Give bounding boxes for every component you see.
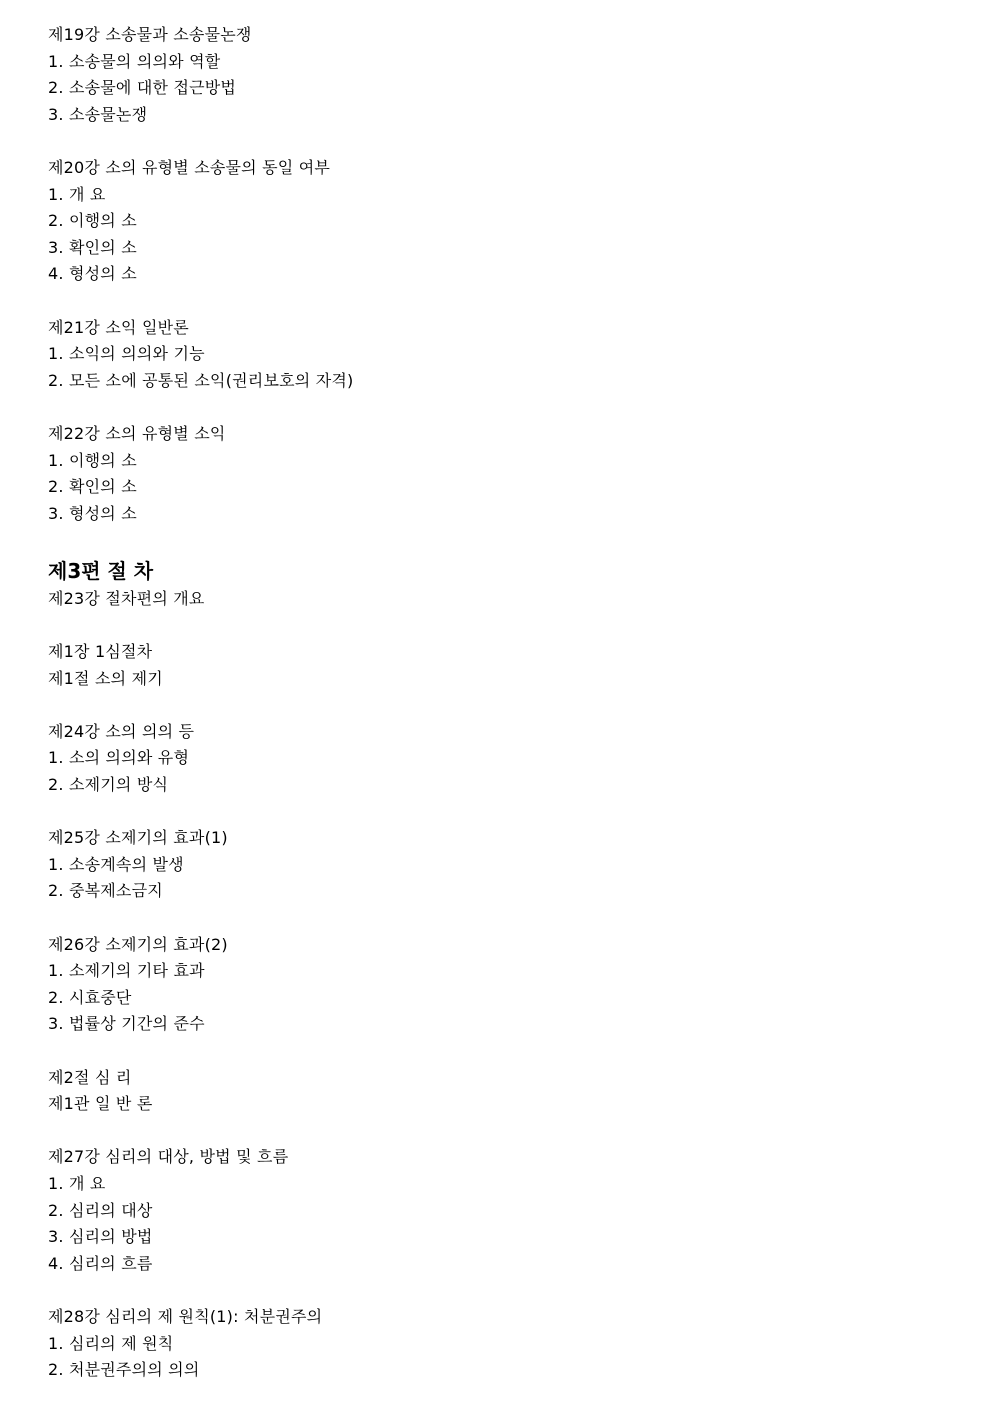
lecture-title: 제19강 소송물과 소송물논쟁 bbox=[48, 25, 252, 44]
list-item: 1. 소익의 의의와 기능 bbox=[48, 344, 205, 364]
list-item: 3. 형성의 소 bbox=[48, 503, 137, 523]
list-item: 3. 확인의 소 bbox=[48, 237, 137, 257]
list-item: 1. 이행의 소 bbox=[48, 450, 137, 470]
part-heading: 제3편 절 차 bbox=[48, 558, 154, 583]
blank-line bbox=[48, 394, 948, 421]
blank-line bbox=[48, 799, 948, 826]
list-item: 1. 소송물의 의의와 역할 bbox=[48, 51, 221, 71]
list-item: 3. 소송물논쟁 bbox=[48, 104, 148, 124]
blank-line bbox=[48, 288, 948, 315]
blank-line bbox=[48, 128, 948, 155]
section-title: 제1장 1심절차 bbox=[48, 642, 153, 662]
list-item: 1. 소송계속의 발생 bbox=[48, 854, 184, 874]
list-item: 1. 개 요 bbox=[48, 1173, 106, 1193]
list-item: 2. 이행의 소 bbox=[48, 211, 137, 231]
list-item: 2. 확인의 소 bbox=[48, 477, 137, 497]
list-item: 2. 시효중단 bbox=[48, 987, 132, 1007]
lecture-title: 제21강 소익 일반론 bbox=[48, 317, 189, 337]
lecture-title: 제28강 심리의 제 원칙(1): 처분권주의 bbox=[48, 1306, 323, 1326]
list-item: 2. 모든 소에 공통된 소익(권리보호의 자격) bbox=[48, 370, 354, 390]
blank-line bbox=[48, 612, 948, 639]
document-page bbox=[48, 22, 948, 1384]
list-item: 1. 심리의 제 원칙 bbox=[48, 1333, 174, 1353]
lecture-title: 제20강 소의 유형별 소송물의 동일 여부 bbox=[48, 157, 331, 177]
blank-line bbox=[48, 1038, 948, 1065]
blank-line bbox=[48, 1277, 948, 1304]
lecture-title: 제26강 소제기의 효과(2) bbox=[48, 934, 228, 954]
list-item: 4. 심리의 흐름 bbox=[48, 1253, 153, 1273]
lecture-title: 제23강 절차편의 개요 bbox=[48, 588, 205, 608]
list-item: 1. 개 요 bbox=[48, 184, 106, 204]
section-title: 제1절 소의 제기 bbox=[48, 668, 163, 688]
blank-line bbox=[48, 527, 948, 554]
blank-line bbox=[48, 1118, 948, 1145]
list-item: 1. 소제기의 기타 효과 bbox=[48, 961, 205, 981]
list-item: 2. 심리의 대상 bbox=[48, 1200, 153, 1220]
list-item: 4. 형성의 소 bbox=[48, 264, 137, 284]
blank-line bbox=[48, 905, 948, 932]
list-item: 2. 중복제소금지 bbox=[48, 881, 163, 901]
list-item: 2. 소제기의 방식 bbox=[48, 775, 169, 795]
lecture-title: 제24강 소의 의의 등 bbox=[48, 721, 195, 741]
section-title: 제2절 심 리 bbox=[48, 1067, 132, 1087]
list-item: 2. 처분권주의의 의의 bbox=[48, 1360, 200, 1380]
section-title: 제1관 일 반 론 bbox=[48, 1094, 153, 1114]
blank-line bbox=[48, 692, 948, 719]
list-item: 1. 소의 의의와 유형 bbox=[48, 748, 190, 768]
lecture-title: 제27강 심리의 대상, 방법 및 흐름 bbox=[48, 1147, 289, 1167]
list-item: 3. 법률상 기간의 준수 bbox=[48, 1014, 205, 1034]
list-item: 2. 소송물에 대한 접근방법 bbox=[48, 78, 237, 98]
lecture-title: 제25강 소제기의 효과(1) bbox=[48, 828, 228, 848]
lecture-title: 제22강 소의 유형별 소익 bbox=[48, 423, 226, 443]
list-item: 3. 심리의 방법 bbox=[48, 1227, 153, 1247]
